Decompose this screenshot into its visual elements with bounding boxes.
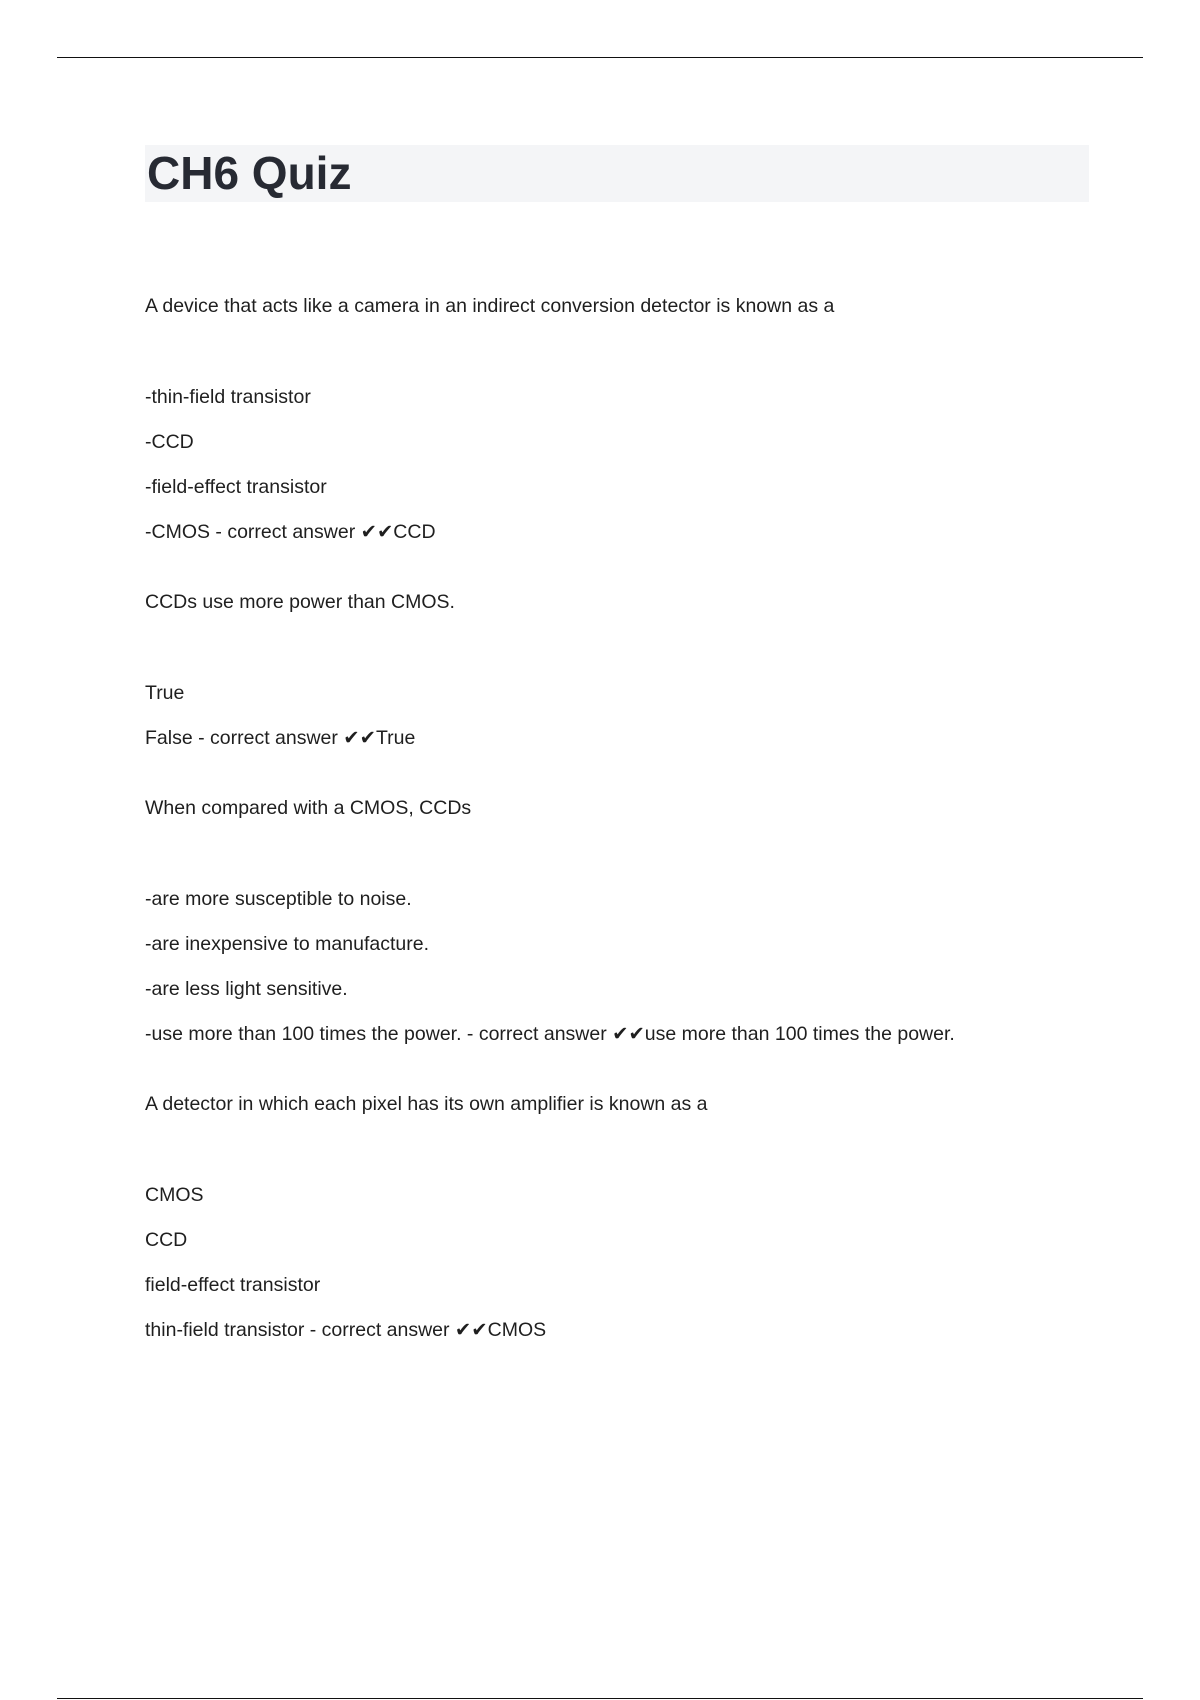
answer-option: field-effect transistor <box>145 1274 321 1296</box>
footer-rule <box>57 1698 1143 1699</box>
question-block-4 <box>145 1092 1089 1342</box>
answer-option: CCD <box>145 1229 188 1251</box>
answer-option: -are less light sensitive. <box>145 978 348 1000</box>
title-band <box>145 145 1089 202</box>
question-text: When compared with a CMOS, CCDs <box>145 797 472 819</box>
question-block-2 <box>145 590 1089 750</box>
question-block-3 <box>145 796 1089 1046</box>
answer-option: -thin-field transistor <box>145 386 311 408</box>
answer-option: CMOS <box>145 1184 204 1206</box>
question-text: CCDs use more power than CMOS. <box>145 591 455 613</box>
answer-option: -field-effect transistor <box>145 476 327 498</box>
page-title: CH6 Quiz <box>147 147 352 199</box>
answer-option-with-correct-answer: -use more than 100 times the power. - correct answer ✔✔use more than 100 times the power. <box>145 1023 955 1045</box>
document-page <box>145 145 1089 1388</box>
question-list <box>145 294 1089 1342</box>
answer-option: -are more susceptible to noise. <box>145 888 412 910</box>
question-text: A detector in which each pixel has its own amplifier is known as a <box>145 1093 708 1115</box>
answer-option-with-correct-answer: thin-field transistor - correct answer ✔✔CMOS <box>145 1319 547 1341</box>
answer-option: -are inexpensive to manufacture. <box>145 933 429 955</box>
question-text: A device that acts like a camera in an indirect conversion detector is known as a <box>145 295 835 317</box>
answer-option-with-correct-answer: -CMOS - correct answer ✔✔CCD <box>145 521 436 543</box>
question-block-1 <box>145 294 1089 544</box>
answer-option-with-correct-answer: False - correct answer ✔✔True <box>145 727 416 749</box>
header-rule <box>57 57 1143 58</box>
answer-option: -CCD <box>145 431 194 453</box>
answer-option: True <box>145 682 185 704</box>
